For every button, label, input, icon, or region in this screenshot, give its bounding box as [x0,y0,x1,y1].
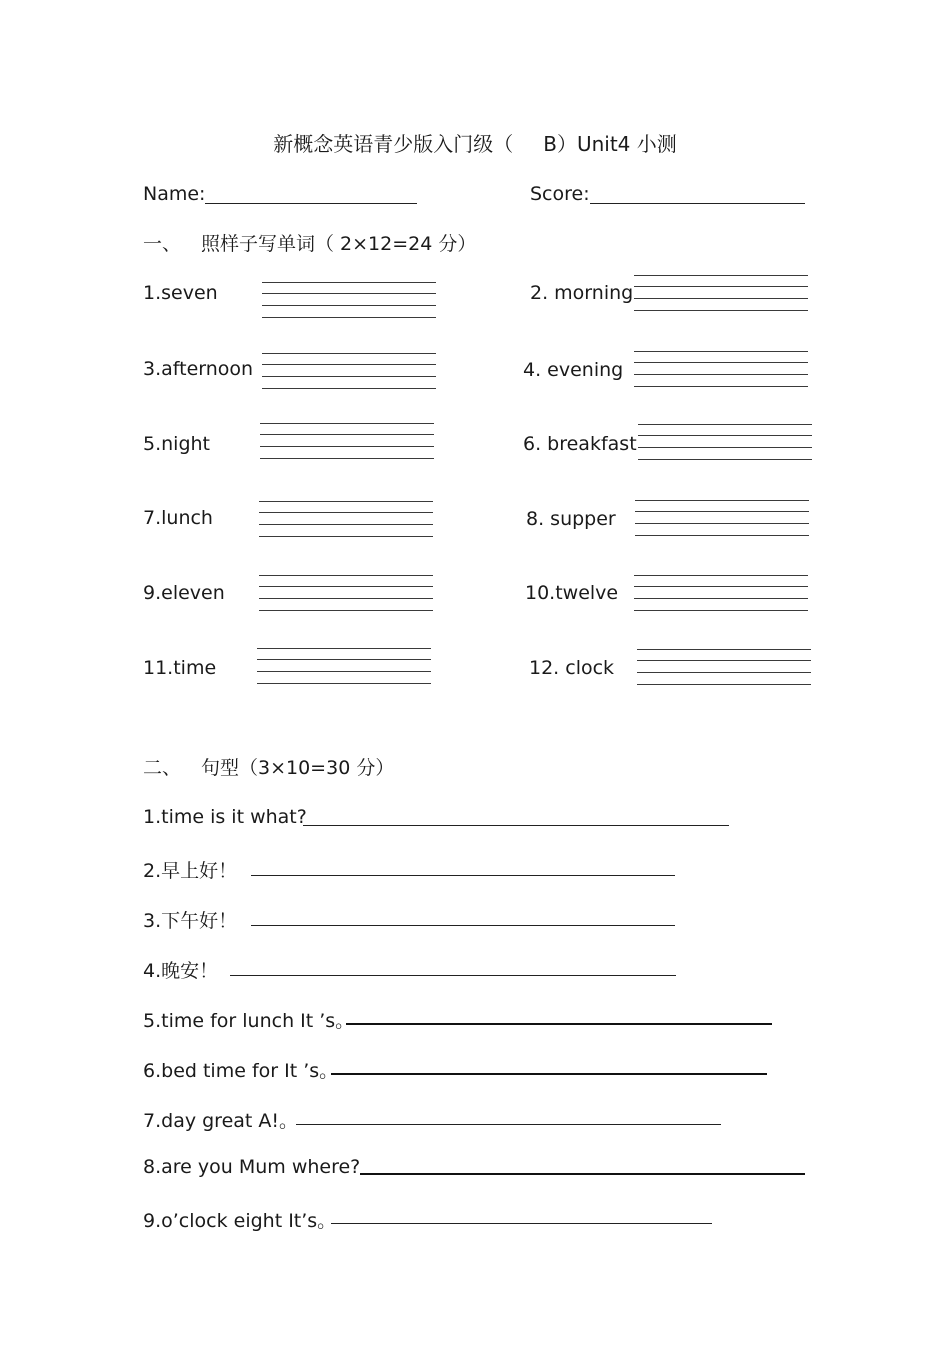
word-label: 9.eleven [143,582,225,604]
word-label: 4. evening [523,359,624,381]
sentence-prompt: 9.o’clock eight It’s。 [143,1210,337,1232]
word-label: 1.seven [143,282,218,304]
title-level: B）Unit4 小测 [543,132,677,156]
answer-line[interactable] [251,925,675,926]
name-underline[interactable] [205,203,417,204]
writing-lines[interactable] [634,351,808,391]
writing-lines[interactable] [259,501,433,541]
writing-lines[interactable] [262,353,436,393]
writing-lines[interactable] [637,649,811,689]
word-label: 11.time [143,657,217,679]
score-underline[interactable] [590,203,805,204]
word-label: 6. breakfast [523,433,637,455]
writing-lines[interactable] [635,500,809,540]
answer-line[interactable] [331,1223,712,1224]
word-label: 12. clock [529,657,615,679]
word-label: 5.night [143,433,211,455]
answer-line[interactable] [331,1073,767,1075]
sentence-prompt: 1.time is it what? [143,806,307,828]
answer-line[interactable] [360,1173,805,1175]
writing-lines[interactable] [257,648,431,688]
word-label: 2. morning [530,282,634,304]
score-label: Score: [530,183,590,205]
writing-lines[interactable] [260,423,434,463]
sentence-prompt: 6.bed time for It ’s。 [143,1060,339,1082]
section2-number: 二、 [143,757,182,779]
worksheet-title [0,128,950,157]
writing-lines[interactable] [634,575,808,615]
writing-lines[interactable] [259,575,433,615]
name-label: Name: [143,183,206,205]
answer-line[interactable] [251,875,675,876]
section2-heading: 句型（3×10=30 分） [201,757,395,779]
word-label: 8. supper [526,508,616,530]
sentence-prompt: 4.晚安！ [143,960,219,982]
section1-heading: 照样子写单词（ 2×12=24 分） [201,233,477,255]
sentence-prompt: 3.下午好！ [143,910,238,932]
title-main: 新概念英语青少版入门级（ [273,132,514,156]
answer-line[interactable] [346,1023,772,1025]
sentence-prompt: 7.day great A!。 [143,1110,299,1132]
word-label: 7.lunch [143,507,213,529]
sentence-prompt: 8.are you Mum where? [143,1156,361,1178]
answer-line[interactable] [303,825,729,826]
answer-line[interactable] [230,975,676,976]
word-label: 3.afternoon [143,358,254,380]
writing-lines[interactable] [634,275,808,315]
writing-lines[interactable] [638,424,812,464]
writing-lines[interactable] [262,282,436,322]
answer-line[interactable] [296,1124,721,1125]
sentence-prompt: 2.早上好！ [143,860,238,882]
word-label: 10.twelve [525,582,619,604]
section1-number: 一、 [143,233,182,255]
sentence-prompt: 5.time for lunch It ’s。 [143,1010,355,1032]
